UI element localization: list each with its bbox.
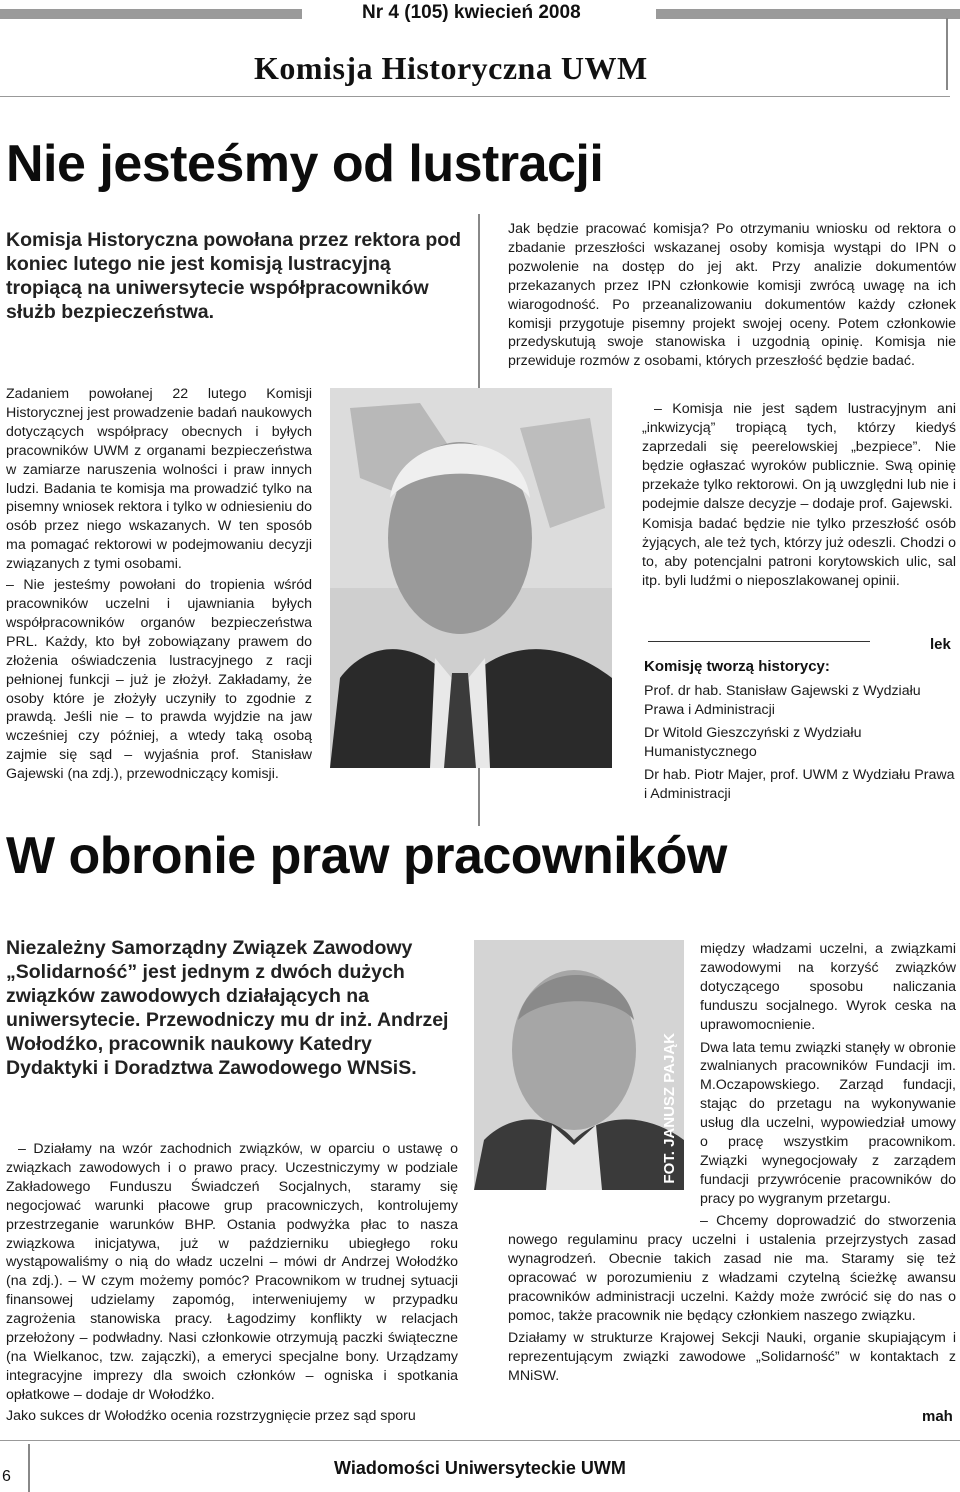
signature-rule bbox=[648, 641, 870, 642]
member-item: Prof. dr hab. Stanisław Gajewski z Wydziału Prawa i Administracji bbox=[644, 683, 921, 718]
article2-left-text bbox=[6, 1140, 458, 1426]
footer-rule bbox=[0, 1440, 960, 1441]
article1-right-text-top bbox=[508, 220, 956, 371]
article1-right-paragraph: Jak będzie pracować komisja? Po otrzymaniu wniosku od rektora o zbadanie przeszłości wskazanej osoby komisja wystąpi do IPN o pozwolenie na dostęp do jej akt. Przy analizie dokumentów przekazanych przez IPN członkowie komisji zwrócą uwagę na ich wiarogodność. Po przeanalizowaniu dokumentów każdy członek komisji przygotuje pisemny projekt swojej oceny. Potem członkowie przedyskutują swoje stanowiska i uzgodnią opinię. Komisja nie przewiduje rozmów z osobami, których przeszłość będzie badać. bbox=[508, 221, 956, 370]
article2-left-paragraph: Jako sukces dr Wołodźko ocenia rozstrzygnięcie przez sąd sporu bbox=[6, 1407, 416, 1424]
article2-right-text-bottom bbox=[508, 1212, 956, 1386]
article1-signature: lek bbox=[930, 636, 951, 653]
members-list bbox=[644, 682, 956, 803]
page-number: 6 bbox=[2, 1468, 11, 1485]
article1-title: Nie jesteśmy od lustracji bbox=[6, 135, 604, 193]
article2-right-paragraph: między władzami uczelni, a związkami zawodowymi na korzyść związków dotyczącego sposobu naliczania funduszu socjalnego. Wyrok ceska na uprawomocnienie. bbox=[700, 941, 956, 1033]
article1-right-paragraph: Komisja badać będzie nie tylko przeszłość osób żyjących, ale też tych, którzy już odeszli. Chodzi o to, aby potencjalni patroni korytowskich ulic, sal itp. byli ludźmi o nieposzlakowanej opinii. bbox=[642, 516, 956, 590]
header-rule-right bbox=[656, 9, 960, 19]
article2-right-paragraph: Działamy w strukturze Krajowej Sekcji Nauki, organie skupiającym i reprezentującym związki zawodowe „Solidarność” w kontaktach z MNiSW. bbox=[508, 1330, 956, 1385]
photo-credit: FOT. JANUSZ PAJĄK bbox=[661, 1033, 678, 1184]
portrait-illustration bbox=[330, 388, 612, 768]
article1-left-paragraph: – Nie jesteśmy powołani do tropienia wśród pracowników uczelni i ujawniania byłych współpracowników organów bezpieczeństwa PRL. Każdy, kto był zobowiązany prawem do złożenia oświadczenia lustracyjnego z racji pełnionej funkcji – już je złożył. Zakładamy, że osoby które je złożyły uczyniły to zgodnie z prawdą. Jeśli nie – to prawda wyjdzie na jaw wcześniej czy później, a wtedy taką osobą zajmie się sąd – wyjaśnia prof. Stanisław Gajewski (na zdj.), przewodniczący komisji. bbox=[6, 577, 312, 783]
article1-lead: Komisja Historyczna powołana przez rektora pod koniec lutego nie jest komisją lustracyjną tropiącą na uniwersytecie współpracowników służb bezpieczeństwa. bbox=[6, 229, 462, 323]
article2-left-paragraph: – Działamy na wzór zachodnich związków, w oparciu o ustawę o związkach zawodowych i o prawo pracy. Uczestniczymy w podziale Zakładowego Funduszu Świadczeń Socjalnych, staramy się negocjować warunki płacowe grup pracowniczych, kontrolujemy przestrzeganie warunków BHP. Ostania podwyżka płac to nasza związkowa inicjatywa, już w październiku ubiegłego roku wystąpowaliśmy o nią do władz uczelni – mówi dr Andrzej Wołodźko (na zdj.). – W czym możemy pomóc? Pracownikom w trudnej sytuacji finansowej udzielamy zapomóg, interweniujemy w przypadku zagrożenia stanowiska pracy. Łagodzimy konflikty w relacjach przełożony – podwładny. Nasi członkowie otrzymują paczki świąteczne (na Wielkanoc, tzw. zajączki), a emeryci specjalne bony. Urządzamy integracyjne imprezy dla swoich członków – ogniska i spotkania opłatkowe – dodaje dr Wołodźko. bbox=[6, 1141, 458, 1403]
section-title: Komisja Historyczna UWM bbox=[254, 50, 648, 86]
chairman-photo bbox=[474, 940, 684, 1190]
article2-lead: Niezależny Samorządny Związek Zawodowy „Solidarność” jest jednym z dwóch dużych związków zawodowych działających na uniwersytecie. Przewodniczy mu dr inż. Andrzej Wołodźko, pracownik naukowy Katedry Dydaktyki i Doradztwa Zawodowego WNSiS. bbox=[6, 937, 449, 1079]
article1-right-text-bottom bbox=[642, 400, 956, 591]
member-item: Dr Witold Gieszczyński z Wydziału Humanistycznego bbox=[644, 724, 862, 760]
article1-right-paragraph: – Komisja nie jest sądem lustracyjnym ani „inkwizycją” tropiącą tych, którzy kiedyś zaprzedali się peerelowskiej „bezpiece”. Nie będzie ogłaszać wyroków publicznie. Swą opinię przekaże tylko rektorowi. On ją uwzględni lub nie i podejmie dalsze decyzje – dodaje prof. Gajewski. bbox=[642, 401, 956, 512]
portrait-illustration bbox=[474, 940, 684, 1190]
publication-name: Wiadomości Uniwersyteckie UWM bbox=[334, 1458, 626, 1478]
members-heading: Komisję tworzą historycy: bbox=[644, 658, 830, 675]
header-underline bbox=[0, 96, 950, 97]
header-divider bbox=[946, 18, 948, 90]
article2-right-paragraph: – Chcemy doprowadzić do stworzenia nowego regulaminu pracy uczelni i ustalenia przejrzystych zasad wynagrodzeń. Obecnie takich zasad nie ma. Staramy się też opracować w porozumieniu z władzami czytelną ścieżkę awansu pracowników administracji uczelni. Każdy może zwrócić się do nas o pomoc, także pracownik nie będący członkiem naszego związku. bbox=[508, 1213, 956, 1324]
article2-right-paragraph: Dwa lata temu związki stanęły w obronie zwalnianych pracowników Fundacji im. M.Oczapowskiego. Zarząd fundacji, stając do przetagu na wykonywanie usług dla uczelni, wypowiedział umowy o pracę wszystkim pracownikom. Związki wynegocjowały z zarządem fundacji przywrócenie pracowników do pracy po wygranym przetargu. bbox=[700, 1039, 956, 1207]
member-item: Dr hab. Piotr Majer, prof. UWM z Wydziału Prawa i Administracji bbox=[644, 766, 955, 802]
article1-left-paragraph: Zadaniem powołanej 22 lutego Komisji Historycznej jest prowadzenie badań naukowych dotyczących współpracy obecnych i byłych pracowników UWM z organami bezpieczeństwa w zamiarze naruszenia wolności i praw innych ludzi. Badania te komisja ma prowadzić tylko na pisemny wniosek rektora i tylko w odniesieniu do osób przez niego wskazanych. W ten sposób ma pomagać rektorowi w podejmowaniu decyzji związanych z tymi osobami. bbox=[6, 386, 312, 573]
header-rule-left bbox=[0, 9, 302, 19]
professor-photo bbox=[330, 388, 612, 768]
article1-left-text bbox=[6, 385, 312, 784]
article2-right-text-top bbox=[700, 940, 956, 1209]
article2-title: W obronie praw pracowników bbox=[6, 827, 727, 885]
issue-label: Nr 4 (105) kwiecień 2008 bbox=[362, 2, 581, 23]
article2-signature: mah bbox=[922, 1408, 953, 1425]
footer-divider bbox=[28, 1444, 30, 1492]
